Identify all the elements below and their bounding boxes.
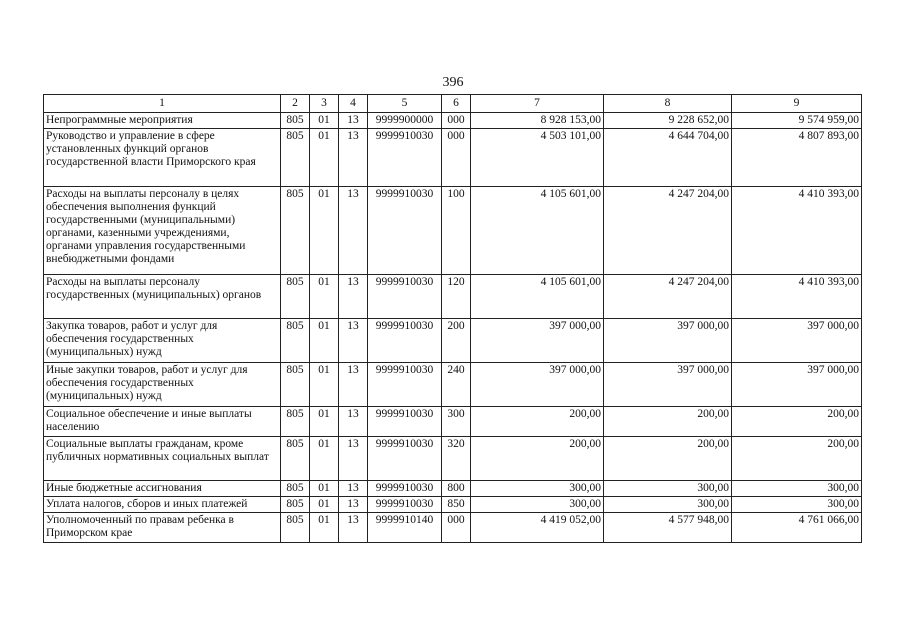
amount-col8-cell: 300,00 <box>604 481 732 497</box>
ministry-code-cell: 805 <box>281 513 310 543</box>
target-article-cell: 9999910030 <box>368 481 442 497</box>
row-name-cell: Социальные выплаты гражданам, кроме публичных нормативных социальных выплат <box>44 437 281 481</box>
amount-col9-cell: 4 410 393,00 <box>732 275 862 319</box>
column-header: 2 <box>281 95 310 113</box>
header-row <box>44 95 862 113</box>
table-row <box>44 363 862 407</box>
section-code-cell: 01 <box>310 363 339 407</box>
subsection-code-cell: 13 <box>339 481 368 497</box>
target-article-cell: 9999910030 <box>368 363 442 407</box>
amount-col9-cell: 9 574 959,00 <box>732 113 862 129</box>
table-row <box>44 481 862 497</box>
amount-col7-cell: 200,00 <box>471 437 604 481</box>
column-header: 3 <box>310 95 339 113</box>
table-row <box>44 319 862 363</box>
row-name-cell: Руководство и управление в сфере установленных функций органов государственной власти Приморского края <box>44 129 281 187</box>
subsection-code-cell: 13 <box>339 129 368 187</box>
row-name-cell: Уплата налогов, сборов и иных платежей <box>44 497 281 513</box>
subsection-code-cell: 13 <box>339 275 368 319</box>
expense-type-cell: 000 <box>442 513 471 543</box>
subsection-code-cell: 13 <box>339 437 368 481</box>
ministry-code-cell: 805 <box>281 407 310 437</box>
ministry-code-cell: 805 <box>281 497 310 513</box>
amount-col7-cell: 397 000,00 <box>471 319 604 363</box>
amount-col7-cell: 4 503 101,00 <box>471 129 604 187</box>
amount-col8-cell: 4 247 204,00 <box>604 275 732 319</box>
ministry-code-cell: 805 <box>281 437 310 481</box>
subsection-code-cell: 13 <box>339 513 368 543</box>
amount-col8-cell: 4 644 704,00 <box>604 129 732 187</box>
expense-type-cell: 000 <box>442 113 471 129</box>
amount-col7-cell: 397 000,00 <box>471 363 604 407</box>
column-header: 7 <box>471 95 604 113</box>
amount-col7-cell: 8 928 153,00 <box>471 113 604 129</box>
amount-col8-cell: 4 577 948,00 <box>604 513 732 543</box>
row-name-cell: Закупка товаров, работ и услуг для обеспечения государственных (муниципальных) нужд <box>44 319 281 363</box>
section-code-cell: 01 <box>310 407 339 437</box>
column-header: 9 <box>732 95 862 113</box>
column-header: 5 <box>368 95 442 113</box>
section-code-cell: 01 <box>310 275 339 319</box>
amount-col9-cell: 4 761 066,00 <box>732 513 862 543</box>
ministry-code-cell: 805 <box>281 275 310 319</box>
amount-col9-cell: 4 807 893,00 <box>732 129 862 187</box>
row-name-cell: Непрограммные мероприятия <box>44 113 281 129</box>
expense-type-cell: 000 <box>442 129 471 187</box>
column-header: 6 <box>442 95 471 113</box>
row-name-cell: Расходы на выплаты персоналу в целях обеспечения выполнения функций государственными (муниципальными) органами, казенными учреждениями, органами управления государственными внебюджетными фондами <box>44 187 281 275</box>
row-name-cell: Расходы на выплаты персоналу государственных (муниципальных) органов <box>44 275 281 319</box>
ministry-code-cell: 805 <box>281 363 310 407</box>
amount-col7-cell: 4 105 601,00 <box>471 187 604 275</box>
amount-col7-cell: 4 105 601,00 <box>471 275 604 319</box>
table-row <box>44 113 862 129</box>
section-code-cell: 01 <box>310 497 339 513</box>
ministry-code-cell: 805 <box>281 129 310 187</box>
amount-col8-cell: 200,00 <box>604 437 732 481</box>
target-article-cell: 9999910030 <box>368 319 442 363</box>
amount-col8-cell: 9 228 652,00 <box>604 113 732 129</box>
row-name-cell: Иные закупки товаров, работ и услуг для обеспечения государственных (муниципальных) нужд <box>44 363 281 407</box>
section-code-cell: 01 <box>310 113 339 129</box>
expense-type-cell: 120 <box>442 275 471 319</box>
expense-type-cell: 240 <box>442 363 471 407</box>
amount-col8-cell: 300,00 <box>604 497 732 513</box>
table-row <box>44 497 862 513</box>
section-code-cell: 01 <box>310 187 339 275</box>
amount-col9-cell: 200,00 <box>732 437 862 481</box>
page-number: 396 <box>442 75 464 90</box>
column-header: 4 <box>339 95 368 113</box>
target-article-cell: 9999910030 <box>368 275 442 319</box>
budget-table <box>43 94 862 543</box>
row-name-cell: Уполномоченный по правам ребенка в Приморском крае <box>44 513 281 543</box>
amount-col9-cell: 397 000,00 <box>732 363 862 407</box>
subsection-code-cell: 13 <box>339 319 368 363</box>
target-article-cell: 9999910030 <box>368 437 442 481</box>
expense-type-cell: 320 <box>442 437 471 481</box>
ministry-code-cell: 805 <box>281 113 310 129</box>
target-article-cell: 9999900000 <box>368 113 442 129</box>
amount-col9-cell: 300,00 <box>732 481 862 497</box>
subsection-code-cell: 13 <box>339 407 368 437</box>
subsection-code-cell: 13 <box>339 497 368 513</box>
amount-col8-cell: 397 000,00 <box>604 319 732 363</box>
table-row <box>44 407 862 437</box>
amount-col7-cell: 200,00 <box>471 407 604 437</box>
ministry-code-cell: 805 <box>281 319 310 363</box>
table-row <box>44 275 862 319</box>
section-code-cell: 01 <box>310 481 339 497</box>
target-article-cell: 9999910030 <box>368 497 442 513</box>
column-header: 1 <box>44 95 281 113</box>
subsection-code-cell: 13 <box>339 187 368 275</box>
subsection-code-cell: 13 <box>339 113 368 129</box>
expense-type-cell: 300 <box>442 407 471 437</box>
table-row <box>44 187 862 275</box>
target-article-cell: 9999910140 <box>368 513 442 543</box>
expense-type-cell: 200 <box>442 319 471 363</box>
amount-col9-cell: 200,00 <box>732 407 862 437</box>
expense-type-cell: 850 <box>442 497 471 513</box>
subsection-code-cell: 13 <box>339 363 368 407</box>
amount-col7-cell: 300,00 <box>471 481 604 497</box>
amount-col9-cell: 300,00 <box>732 497 862 513</box>
row-name-cell: Социальное обеспечение и иные выплаты населению <box>44 407 281 437</box>
amount-col7-cell: 4 419 052,00 <box>471 513 604 543</box>
target-article-cell: 9999910030 <box>368 129 442 187</box>
amount-col8-cell: 4 247 204,00 <box>604 187 732 275</box>
target-article-cell: 9999910030 <box>368 187 442 275</box>
section-code-cell: 01 <box>310 319 339 363</box>
target-article-cell: 9999910030 <box>368 407 442 437</box>
table-row <box>44 437 862 481</box>
section-code-cell: 01 <box>310 129 339 187</box>
ministry-code-cell: 805 <box>281 481 310 497</box>
table-row <box>44 513 862 543</box>
section-code-cell: 01 <box>310 437 339 481</box>
expense-type-cell: 800 <box>442 481 471 497</box>
ministry-code-cell: 805 <box>281 187 310 275</box>
row-name-cell: Иные бюджетные ассигнования <box>44 481 281 497</box>
amount-col7-cell: 300,00 <box>471 497 604 513</box>
expense-type-cell: 100 <box>442 187 471 275</box>
column-header: 8 <box>604 95 732 113</box>
amount-col8-cell: 200,00 <box>604 407 732 437</box>
amount-col8-cell: 397 000,00 <box>604 363 732 407</box>
amount-col9-cell: 397 000,00 <box>732 319 862 363</box>
table-row <box>44 129 862 187</box>
section-code-cell: 01 <box>310 513 339 543</box>
amount-col9-cell: 4 410 393,00 <box>732 187 862 275</box>
